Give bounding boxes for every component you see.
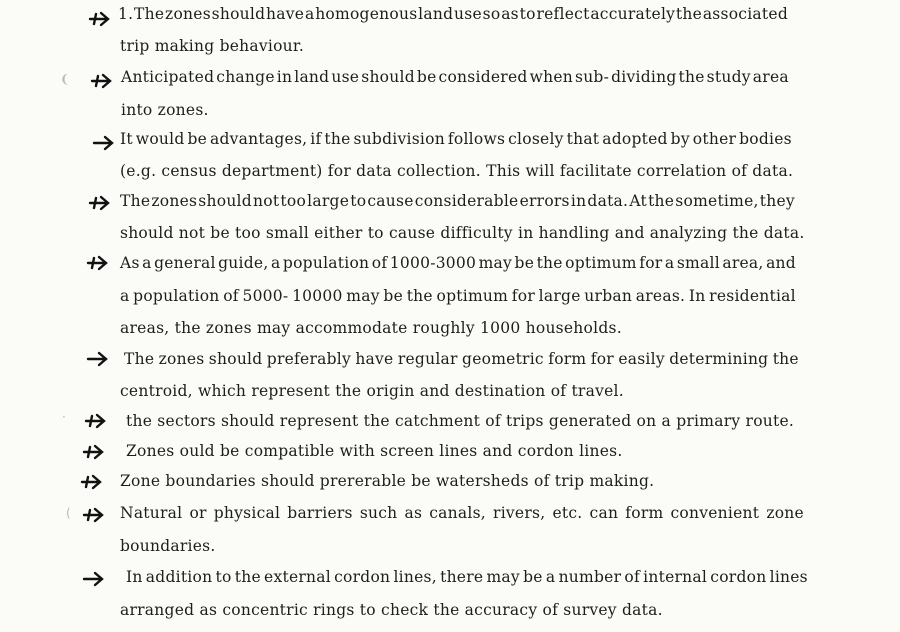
word: sub-	[574, 68, 610, 86]
item-line	[120, 382, 624, 400]
item-line	[118, 5, 788, 23]
word: that	[566, 130, 600, 148]
word: errors	[519, 192, 570, 210]
word: canals,	[429, 504, 486, 522]
arrow-bullet-icon	[82, 443, 108, 461]
word: to	[215, 568, 232, 586]
item-line	[124, 350, 799, 368]
item-text	[120, 504, 804, 522]
word: can	[589, 504, 619, 522]
word: be	[383, 287, 404, 305]
word: internal	[643, 568, 708, 586]
word: land	[418, 5, 454, 23]
word: cause	[367, 192, 414, 210]
item-text: centroid, which represent the origin and destination of travel.	[120, 382, 624, 400]
word: and	[766, 254, 796, 272]
item-text	[121, 68, 789, 86]
word: 1000-3000	[389, 254, 477, 272]
word: The	[134, 5, 165, 23]
word: optimum	[565, 254, 637, 272]
word: should	[361, 68, 415, 86]
item-line	[120, 254, 796, 272]
word: the	[234, 568, 261, 586]
word: residential	[709, 287, 796, 305]
item-text: into zones.	[121, 101, 209, 119]
word: At	[629, 192, 647, 210]
word: associated	[702, 5, 788, 23]
word: change	[216, 68, 275, 86]
word: considerable	[414, 192, 519, 210]
arrow-bullet-icon	[82, 570, 108, 588]
word: general	[154, 254, 216, 272]
word: should	[208, 350, 263, 368]
arrow-bullet-icon	[84, 412, 110, 430]
word: zones	[165, 5, 211, 23]
word: the	[678, 68, 705, 86]
item-line	[126, 412, 794, 430]
word: of	[223, 287, 239, 305]
word: be	[187, 130, 208, 148]
item-text	[118, 5, 788, 23]
word: a	[270, 254, 281, 272]
word: the	[648, 192, 675, 210]
word: Anticipated	[121, 68, 215, 86]
word: In	[126, 568, 143, 586]
word: lines,	[393, 568, 437, 586]
word: have	[355, 350, 394, 368]
arrow-bullet-icon	[86, 254, 112, 272]
item-line	[120, 37, 304, 55]
word: for	[639, 254, 663, 272]
word: a	[304, 5, 315, 23]
item-line	[120, 319, 622, 337]
word: determining	[669, 350, 769, 368]
word: land	[294, 68, 330, 86]
word: a	[664, 254, 675, 272]
word: not	[253, 192, 280, 210]
word: when	[529, 68, 573, 86]
arrow-bullet-icon	[86, 350, 112, 368]
item-line	[121, 68, 789, 86]
margin-mark: ❨	[60, 72, 71, 86]
word: convenient	[670, 504, 760, 522]
item-text: trip making behaviour.	[120, 37, 305, 55]
item-line	[126, 568, 808, 586]
word: may	[486, 568, 520, 586]
word: easily	[618, 350, 665, 368]
item-text: (e.g. census department) for data collection. This will facilitate correlation of data.	[120, 162, 794, 180]
word: As	[120, 254, 140, 272]
word: large	[538, 287, 581, 305]
word: the	[675, 5, 703, 23]
word: of	[624, 568, 640, 586]
item-line	[121, 101, 209, 119]
word: advantages,	[210, 130, 308, 148]
item-line	[120, 504, 804, 522]
word: sometime,	[675, 192, 759, 210]
word: area,	[722, 254, 764, 272]
word: other	[692, 130, 737, 148]
arrow-bullet-icon	[92, 134, 118, 152]
word: cordon	[334, 568, 391, 586]
word: Natural	[120, 504, 183, 522]
word: in	[276, 68, 293, 86]
word: the	[536, 254, 563, 272]
item-text: Zone boundaries should prererable be watersheds of trip making.	[120, 472, 655, 490]
word: physical	[213, 504, 281, 522]
item-text	[120, 130, 792, 148]
word: area	[752, 68, 789, 86]
word: regular	[397, 350, 458, 368]
item-line	[120, 162, 793, 180]
arrow-bullet-icon	[82, 506, 108, 524]
word: The	[120, 192, 151, 210]
word: The	[124, 350, 155, 368]
margin-mark: (	[66, 506, 71, 520]
word: rivers,	[493, 504, 546, 522]
word: in	[570, 192, 587, 210]
word: they	[759, 192, 795, 210]
word: 10000	[292, 287, 343, 305]
word: 1.	[118, 5, 134, 23]
word: addition	[145, 568, 213, 586]
word: the	[406, 287, 433, 305]
word: preferably	[266, 350, 351, 368]
word: lines	[769, 568, 808, 586]
word: accurately	[590, 5, 676, 23]
item-line	[120, 224, 805, 242]
word: to	[519, 5, 536, 23]
word: zones	[151, 192, 198, 210]
word: there	[440, 568, 484, 586]
word: guide,	[218, 254, 269, 272]
item-line	[120, 130, 792, 148]
word: adopted	[602, 130, 668, 148]
word: as	[501, 5, 519, 23]
word: number	[558, 568, 622, 586]
word: In	[688, 287, 706, 305]
word: areas.	[635, 287, 686, 305]
item-text: Zones ould be compatible with screen lines and cordon lines.	[126, 442, 623, 460]
word: so	[482, 5, 501, 23]
word: 5000-	[242, 287, 289, 305]
item-line	[120, 472, 654, 490]
word: the	[772, 350, 799, 368]
word: geometric	[462, 350, 544, 368]
item-line	[120, 287, 796, 305]
word: may	[346, 287, 380, 305]
word: dividing	[611, 68, 677, 86]
word: barriers	[287, 504, 353, 522]
word: follows	[447, 130, 506, 148]
word: cordon	[710, 568, 767, 586]
word: by	[670, 130, 690, 148]
margin-mark: ·	[62, 410, 66, 424]
word: population	[282, 254, 370, 272]
item-line	[120, 601, 663, 619]
word: for	[511, 287, 535, 305]
item-text: areas, the zones may accommodate roughly 1000 households.	[120, 319, 622, 337]
word: should	[198, 192, 252, 210]
word: such	[359, 504, 398, 522]
arrow-bullet-icon	[88, 10, 114, 28]
arrow-bullet-icon	[88, 194, 114, 212]
word: form	[625, 504, 664, 522]
item-line	[120, 192, 795, 210]
word: too	[280, 192, 307, 210]
word: would	[135, 130, 185, 148]
word: population	[133, 287, 220, 305]
word: use	[331, 68, 360, 86]
item-line	[120, 537, 216, 555]
word: study	[706, 68, 751, 86]
arrow-bullet-icon	[90, 72, 116, 90]
word: a	[120, 287, 130, 305]
word: urban	[584, 287, 633, 305]
word: etc.	[552, 504, 583, 522]
word: It	[120, 130, 133, 148]
word: if	[310, 130, 322, 148]
word: as	[404, 504, 423, 522]
word: the	[324, 130, 351, 148]
word: small	[676, 254, 720, 272]
item-text: the sectors should represent the catchment of trips generated on a primary route.	[126, 412, 795, 430]
item-text: should not be too small either to cause difficulty in handling and analyzing the data.	[120, 224, 805, 242]
word: zones	[158, 350, 205, 368]
word: a	[545, 568, 556, 586]
word: have	[266, 5, 305, 23]
word: large	[307, 192, 350, 210]
word: zone	[766, 504, 804, 522]
item-text	[126, 568, 808, 586]
word: considered	[438, 68, 528, 86]
word: use	[454, 5, 482, 23]
word: be	[523, 568, 543, 586]
word: bodies	[739, 130, 792, 148]
word: or	[189, 504, 207, 522]
item-text	[124, 350, 799, 368]
item-text	[120, 192, 795, 210]
word: homogenous	[315, 5, 418, 23]
word: form	[548, 350, 587, 368]
item-text	[120, 287, 796, 305]
word: reflect	[536, 5, 590, 23]
item-text	[120, 254, 796, 272]
word: to	[350, 192, 367, 210]
word: of	[371, 254, 388, 272]
arrow-bullet-icon	[80, 473, 106, 491]
item-line	[126, 442, 623, 460]
item-text: arranged as concentric rings to check the accuracy of survey data.	[120, 601, 663, 619]
word: be	[514, 254, 535, 272]
word: optimum	[436, 287, 509, 305]
word: should	[211, 5, 266, 23]
word: external	[264, 568, 331, 586]
word: may	[478, 254, 513, 272]
word: data.	[587, 192, 629, 210]
word: a	[142, 254, 152, 272]
item-text: boundaries.	[120, 537, 216, 555]
word: for	[590, 350, 614, 368]
word: closely	[508, 130, 564, 148]
word: subdivision	[353, 130, 445, 148]
word: be	[416, 68, 437, 86]
